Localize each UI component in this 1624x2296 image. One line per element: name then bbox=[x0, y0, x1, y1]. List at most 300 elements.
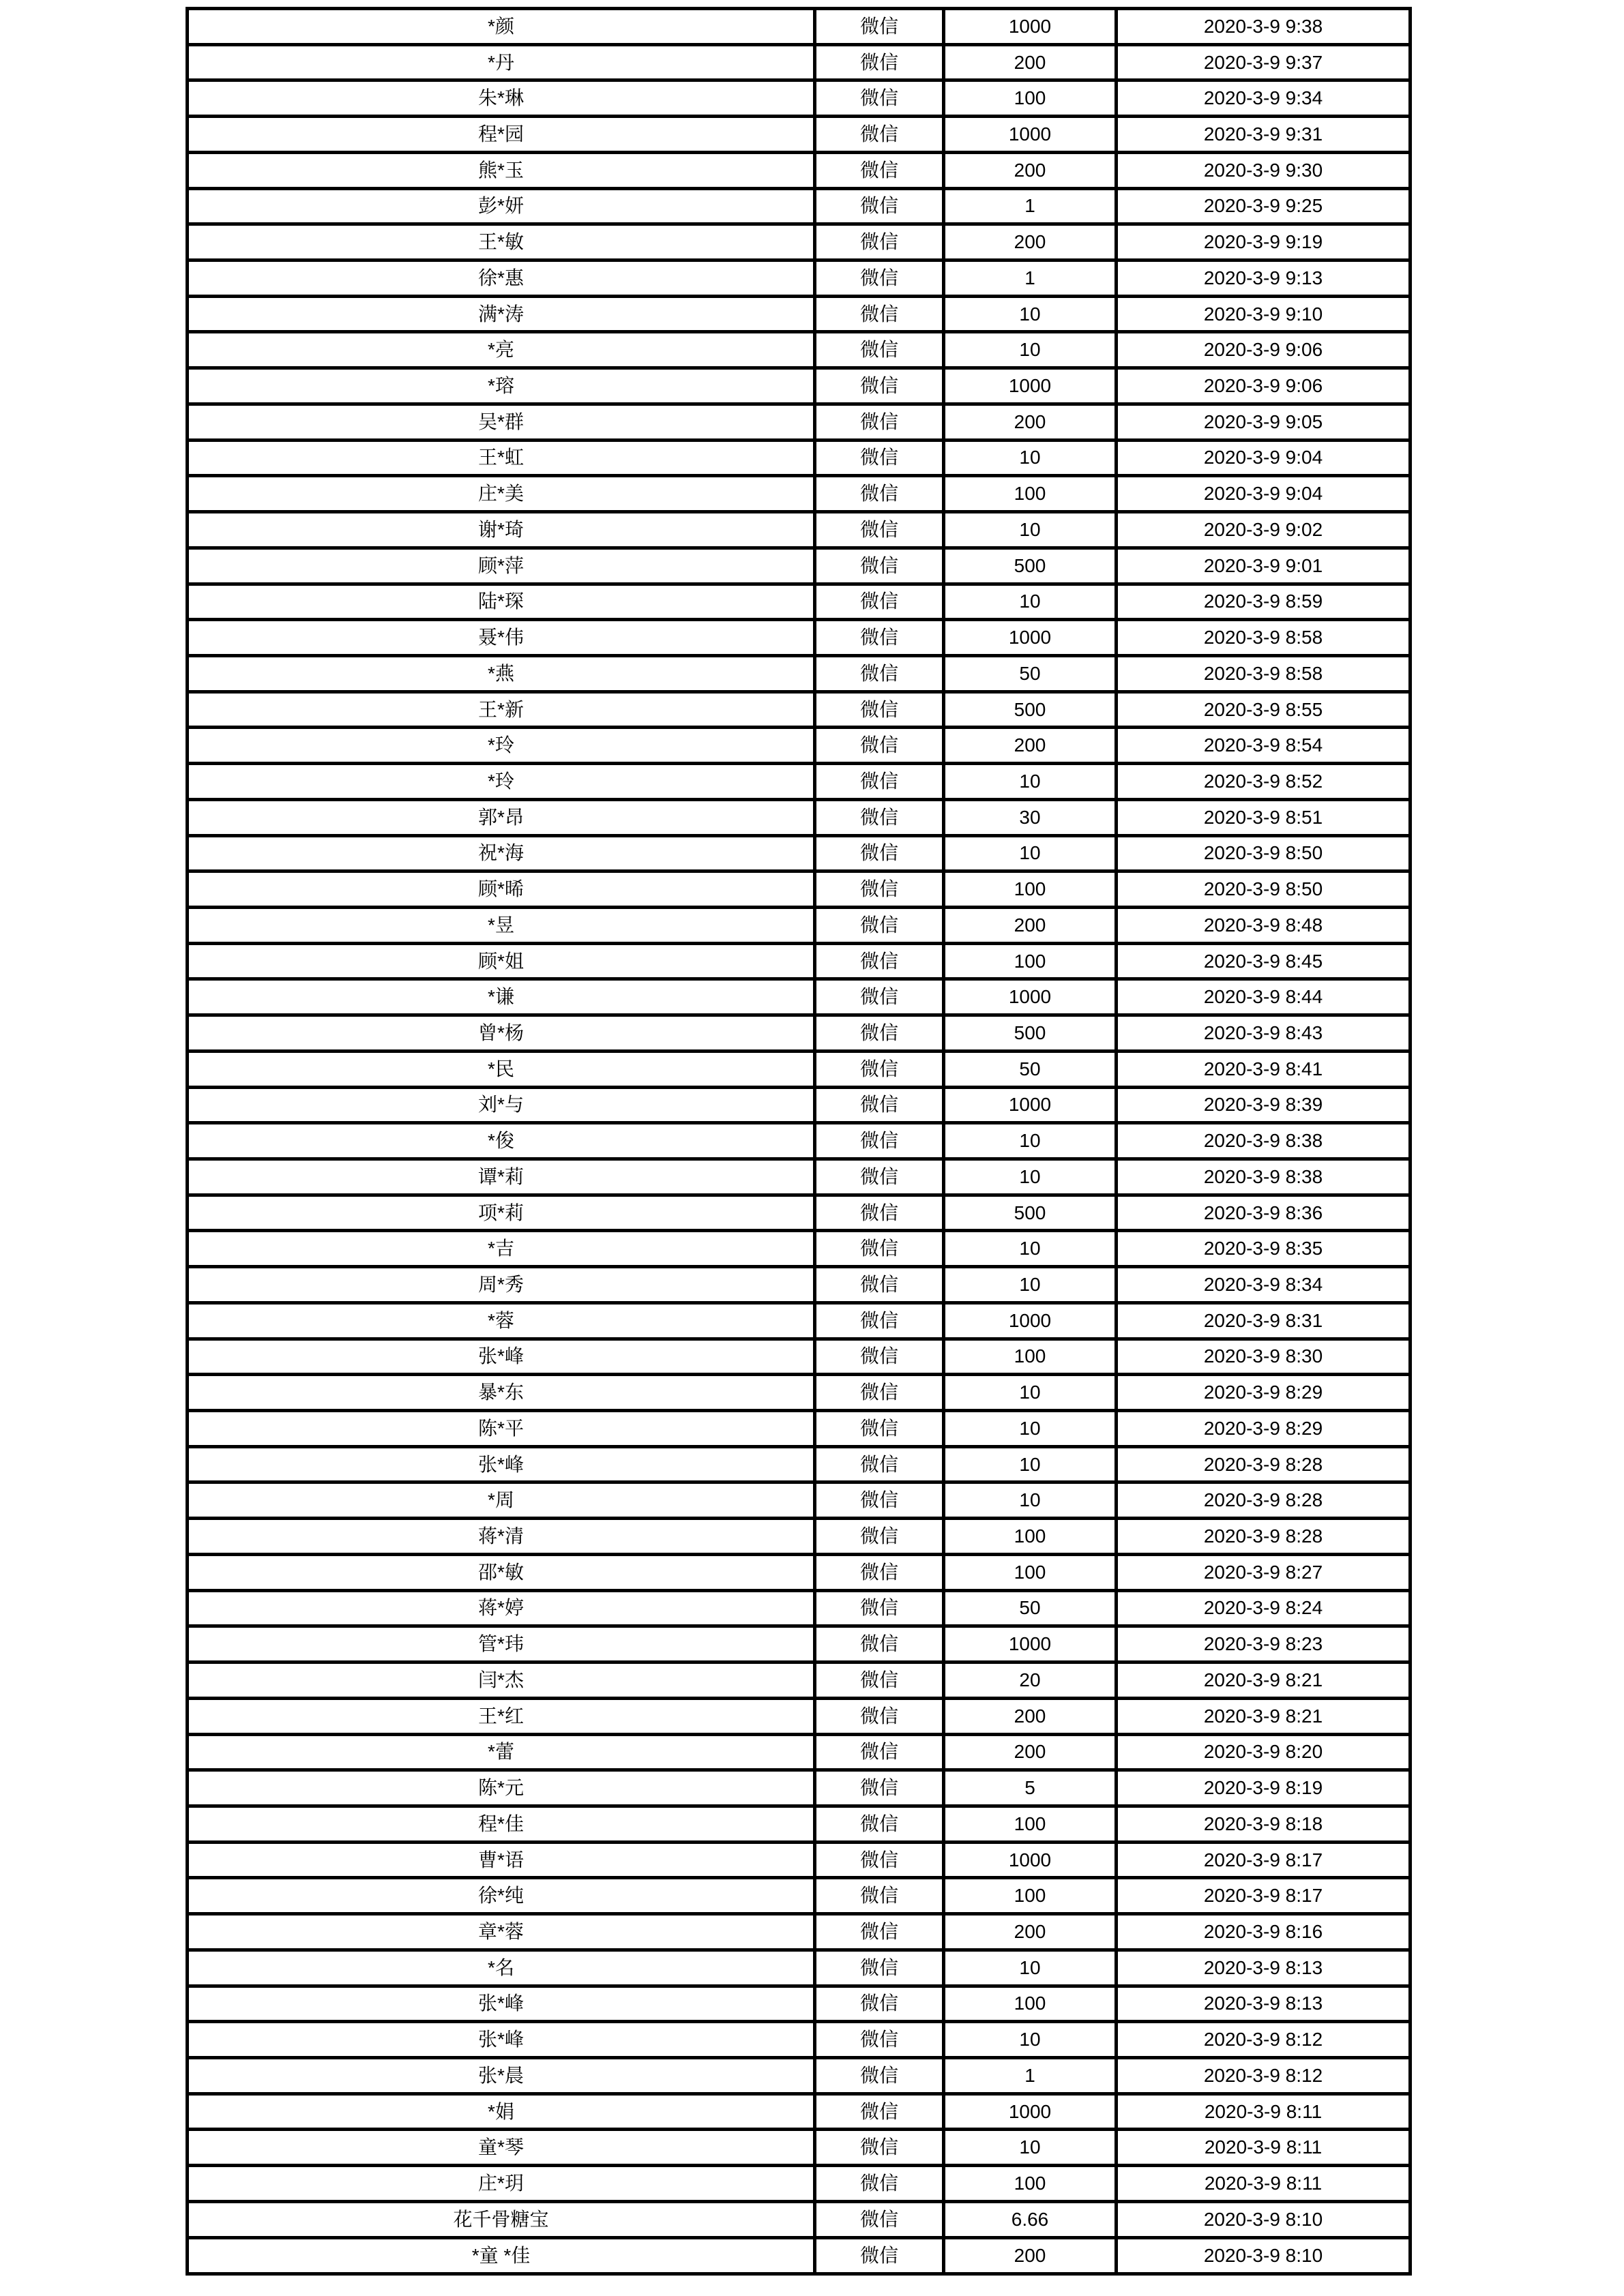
amount-cell: 50 bbox=[944, 1590, 1117, 1626]
datetime-cell: 2020-3-9 8:21 bbox=[1117, 1698, 1411, 1734]
payment-method-cell: 微信 bbox=[815, 691, 944, 728]
payment-method-cell: 微信 bbox=[815, 620, 944, 656]
datetime-cell: 2020-3-9 8:11 bbox=[1117, 2093, 1411, 2130]
payment-method-cell: 微信 bbox=[815, 1878, 944, 1914]
donor-name-cell: 朱*琳 bbox=[188, 80, 815, 117]
amount-cell: 100 bbox=[944, 1986, 1117, 2022]
payment-method-cell: 微信 bbox=[815, 1411, 944, 1447]
donor-name-cell: 曾*杨 bbox=[188, 1015, 815, 1052]
donor-name-cell: 曹*语 bbox=[188, 1842, 815, 1878]
table-row bbox=[188, 1411, 1411, 1447]
table-row bbox=[188, 188, 1411, 224]
donor-name-cell: 徐*纯 bbox=[188, 1878, 815, 1914]
donor-name-cell: *玲 bbox=[188, 728, 815, 764]
table-row bbox=[188, 80, 1411, 117]
donor-name-cell: *瑢 bbox=[188, 368, 815, 404]
amount-cell: 10 bbox=[944, 332, 1117, 368]
donor-name-cell: 谢*琦 bbox=[188, 512, 815, 548]
donor-name-cell: *蕾 bbox=[188, 1734, 815, 1770]
amount-cell: 1 bbox=[944, 188, 1117, 224]
table-row bbox=[188, 764, 1411, 800]
payment-method-cell: 微信 bbox=[815, 44, 944, 80]
payment-method-cell: 微信 bbox=[815, 1663, 944, 1699]
datetime-cell: 2020-3-9 9:04 bbox=[1117, 476, 1411, 512]
table-row bbox=[188, 404, 1411, 440]
datetime-cell: 2020-3-9 8:28 bbox=[1117, 1519, 1411, 1555]
table-row bbox=[188, 943, 1411, 979]
payment-method-cell: 微信 bbox=[815, 152, 944, 188]
payment-method-cell: 微信 bbox=[815, 1375, 944, 1411]
amount-cell: 1000 bbox=[944, 2093, 1117, 2130]
payment-method-cell: 微信 bbox=[815, 1339, 944, 1375]
table-row bbox=[188, 332, 1411, 368]
table-row bbox=[188, 2057, 1411, 2093]
donor-name-cell: 熊*玉 bbox=[188, 152, 815, 188]
amount-cell: 200 bbox=[944, 2237, 1117, 2273]
donor-name-cell: 蒋*婷 bbox=[188, 1590, 815, 1626]
donor-name-cell: 周*秀 bbox=[188, 1267, 815, 1303]
amount-cell: 1000 bbox=[944, 1302, 1117, 1339]
donor-name-cell: *谦 bbox=[188, 979, 815, 1015]
table-row bbox=[188, 620, 1411, 656]
payment-method-cell: 微信 bbox=[815, 1770, 944, 1806]
donor-name-cell: *玲 bbox=[188, 764, 815, 800]
payment-method-cell: 微信 bbox=[815, 404, 944, 440]
table-row bbox=[188, 2201, 1411, 2237]
amount-cell: 10 bbox=[944, 1950, 1117, 1986]
donor-name-cell: 刘*与 bbox=[188, 1087, 815, 1123]
donation-table-body bbox=[188, 9, 1411, 2274]
payment-method-cell: 微信 bbox=[815, 188, 944, 224]
payment-method-cell: 微信 bbox=[815, 2022, 944, 2058]
donor-name-cell: 顾*萍 bbox=[188, 548, 815, 584]
payment-method-cell: 微信 bbox=[815, 2201, 944, 2237]
datetime-cell: 2020-3-9 8:29 bbox=[1117, 1411, 1411, 1447]
donor-name-cell: 郭*昂 bbox=[188, 799, 815, 835]
datetime-cell: 2020-3-9 9:01 bbox=[1117, 548, 1411, 584]
amount-cell: 1000 bbox=[944, 1087, 1117, 1123]
table-row bbox=[188, 1015, 1411, 1052]
donor-name-cell: 祝*海 bbox=[188, 835, 815, 871]
datetime-cell: 2020-3-9 8:28 bbox=[1117, 1446, 1411, 1482]
donor-name-cell: 程*佳 bbox=[188, 1806, 815, 1842]
payment-method-cell: 微信 bbox=[815, 1698, 944, 1734]
datetime-cell: 2020-3-9 9:25 bbox=[1117, 188, 1411, 224]
datetime-cell: 2020-3-9 8:51 bbox=[1117, 799, 1411, 835]
datetime-cell: 2020-3-9 8:58 bbox=[1117, 620, 1411, 656]
table-row bbox=[188, 1231, 1411, 1267]
datetime-cell: 2020-3-9 9:19 bbox=[1117, 224, 1411, 260]
payment-method-cell: 微信 bbox=[815, 117, 944, 153]
donor-name-cell: 暴*东 bbox=[188, 1375, 815, 1411]
amount-cell: 100 bbox=[944, 1554, 1117, 1590]
amount-cell: 10 bbox=[944, 1482, 1117, 1519]
datetime-cell: 2020-3-9 9:06 bbox=[1117, 332, 1411, 368]
donor-name-cell: *丹 bbox=[188, 44, 815, 80]
amount-cell: 6.66 bbox=[944, 2201, 1117, 2237]
table-row bbox=[188, 2130, 1411, 2166]
datetime-cell: 2020-3-9 8:55 bbox=[1117, 691, 1411, 728]
table-row bbox=[188, 224, 1411, 260]
table-row bbox=[188, 2166, 1411, 2202]
payment-method-cell: 微信 bbox=[815, 1231, 944, 1267]
amount-cell: 100 bbox=[944, 80, 1117, 117]
datetime-cell: 2020-3-9 9:13 bbox=[1117, 260, 1411, 297]
payment-method-cell: 微信 bbox=[815, 548, 944, 584]
datetime-cell: 2020-3-9 8:31 bbox=[1117, 1302, 1411, 1339]
donor-name-cell: 管*玮 bbox=[188, 1626, 815, 1663]
donor-name-cell: 章*蓉 bbox=[188, 1914, 815, 1950]
amount-cell: 10 bbox=[944, 512, 1117, 548]
payment-method-cell: 微信 bbox=[815, 1734, 944, 1770]
payment-method-cell: 微信 bbox=[815, 1482, 944, 1519]
amount-cell: 200 bbox=[944, 1698, 1117, 1734]
table-row bbox=[188, 1806, 1411, 1842]
amount-cell: 10 bbox=[944, 584, 1117, 620]
payment-method-cell: 微信 bbox=[815, 1914, 944, 1950]
payment-method-cell: 微信 bbox=[815, 1950, 944, 1986]
payment-method-cell: 微信 bbox=[815, 2166, 944, 2202]
amount-cell: 100 bbox=[944, 476, 1117, 512]
donor-name-cell: *童 *佳 bbox=[188, 2237, 815, 2273]
table-row bbox=[188, 1734, 1411, 1770]
payment-method-cell: 微信 bbox=[815, 943, 944, 979]
table-row bbox=[188, 1878, 1411, 1914]
amount-cell: 30 bbox=[944, 799, 1117, 835]
donor-name-cell: 王*新 bbox=[188, 691, 815, 728]
datetime-cell: 2020-3-9 8:21 bbox=[1117, 1663, 1411, 1699]
amount-cell: 1000 bbox=[944, 9, 1117, 45]
datetime-cell: 2020-3-9 8:45 bbox=[1117, 943, 1411, 979]
table-row bbox=[188, 799, 1411, 835]
amount-cell: 1000 bbox=[944, 117, 1117, 153]
datetime-cell: 2020-3-9 8:36 bbox=[1117, 1195, 1411, 1231]
donor-name-cell: 陈*元 bbox=[188, 1770, 815, 1806]
datetime-cell: 2020-3-9 8:10 bbox=[1117, 2201, 1411, 2237]
payment-method-cell: 微信 bbox=[815, 332, 944, 368]
donor-name-cell: 庄*玥 bbox=[188, 2166, 815, 2202]
payment-method-cell: 微信 bbox=[815, 1087, 944, 1123]
table-row bbox=[188, 1770, 1411, 1806]
datetime-cell: 2020-3-9 8:10 bbox=[1117, 2237, 1411, 2273]
donor-name-cell: 彭*妍 bbox=[188, 188, 815, 224]
amount-cell: 100 bbox=[944, 1806, 1117, 1842]
donor-name-cell: 王*红 bbox=[188, 1698, 815, 1734]
datetime-cell: 2020-3-9 8:41 bbox=[1117, 1051, 1411, 1087]
amount-cell: 100 bbox=[944, 1339, 1117, 1375]
datetime-cell: 2020-3-9 8:38 bbox=[1117, 1123, 1411, 1159]
table-row bbox=[188, 1051, 1411, 1087]
donor-name-cell: 张*晨 bbox=[188, 2057, 815, 2093]
payment-method-cell: 微信 bbox=[815, 584, 944, 620]
datetime-cell: 2020-3-9 9:05 bbox=[1117, 404, 1411, 440]
payment-method-cell: 微信 bbox=[815, 2237, 944, 2273]
payment-method-cell: 微信 bbox=[815, 1842, 944, 1878]
donor-name-cell: 项*莉 bbox=[188, 1195, 815, 1231]
donor-name-cell: *民 bbox=[188, 1051, 815, 1087]
datetime-cell: 2020-3-9 9:34 bbox=[1117, 80, 1411, 117]
payment-method-cell: 微信 bbox=[815, 2130, 944, 2166]
table-row bbox=[188, 1339, 1411, 1375]
donor-name-cell: *昱 bbox=[188, 907, 815, 943]
datetime-cell: 2020-3-9 8:39 bbox=[1117, 1087, 1411, 1123]
amount-cell: 1000 bbox=[944, 1842, 1117, 1878]
payment-method-cell: 微信 bbox=[815, 80, 944, 117]
donor-name-cell: 王*敏 bbox=[188, 224, 815, 260]
amount-cell: 1000 bbox=[944, 1626, 1117, 1663]
datetime-cell: 2020-3-9 8:13 bbox=[1117, 1950, 1411, 1986]
table-row bbox=[188, 728, 1411, 764]
payment-method-cell: 微信 bbox=[815, 2093, 944, 2130]
amount-cell: 1 bbox=[944, 260, 1117, 297]
datetime-cell: 2020-3-9 8:50 bbox=[1117, 871, 1411, 908]
donor-name-cell: *俊 bbox=[188, 1123, 815, 1159]
table-row bbox=[188, 1663, 1411, 1699]
payment-method-cell: 微信 bbox=[815, 1519, 944, 1555]
amount-cell: 10 bbox=[944, 440, 1117, 476]
amount-cell: 10 bbox=[944, 1375, 1117, 1411]
datetime-cell: 2020-3-9 9:38 bbox=[1117, 9, 1411, 45]
donor-name-cell: *亮 bbox=[188, 332, 815, 368]
table-row bbox=[188, 1446, 1411, 1482]
amount-cell: 10 bbox=[944, 2130, 1117, 2166]
table-row bbox=[188, 117, 1411, 153]
amount-cell: 10 bbox=[944, 296, 1117, 332]
donor-name-cell: 聂*伟 bbox=[188, 620, 815, 656]
payment-method-cell: 微信 bbox=[815, 764, 944, 800]
amount-cell: 100 bbox=[944, 2166, 1117, 2202]
amount-cell: 1000 bbox=[944, 979, 1117, 1015]
amount-cell: 50 bbox=[944, 1051, 1117, 1087]
datetime-cell: 2020-3-9 8:44 bbox=[1117, 979, 1411, 1015]
datetime-cell: 2020-3-9 8:50 bbox=[1117, 835, 1411, 871]
payment-method-cell: 微信 bbox=[815, 1195, 944, 1231]
donor-name-cell: 童*琴 bbox=[188, 2130, 815, 2166]
payment-method-cell: 微信 bbox=[815, 368, 944, 404]
datetime-cell: 2020-3-9 8:27 bbox=[1117, 1554, 1411, 1590]
payment-method-cell: 微信 bbox=[815, 1806, 944, 1842]
table-row bbox=[188, 1375, 1411, 1411]
table-row bbox=[188, 1914, 1411, 1950]
payment-method-cell: 微信 bbox=[815, 224, 944, 260]
table-row bbox=[188, 979, 1411, 1015]
amount-cell: 1 bbox=[944, 2057, 1117, 2093]
datetime-cell: 2020-3-9 8:58 bbox=[1117, 655, 1411, 691]
donor-name-cell: *名 bbox=[188, 1950, 815, 1986]
amount-cell: 50 bbox=[944, 655, 1117, 691]
table-row bbox=[188, 584, 1411, 620]
amount-cell: 200 bbox=[944, 907, 1117, 943]
datetime-cell: 2020-3-9 8:20 bbox=[1117, 1734, 1411, 1770]
amount-cell: 200 bbox=[944, 404, 1117, 440]
payment-method-cell: 微信 bbox=[815, 1626, 944, 1663]
table-row bbox=[188, 296, 1411, 332]
amount-cell: 5 bbox=[944, 1770, 1117, 1806]
payment-method-cell: 微信 bbox=[815, 728, 944, 764]
table-row bbox=[188, 1123, 1411, 1159]
amount-cell: 500 bbox=[944, 1195, 1117, 1231]
datetime-cell: 2020-3-9 8:35 bbox=[1117, 1231, 1411, 1267]
donor-name-cell: *吉 bbox=[188, 1231, 815, 1267]
datetime-cell: 2020-3-9 8:17 bbox=[1117, 1842, 1411, 1878]
donor-name-cell: 庄*美 bbox=[188, 476, 815, 512]
table-row bbox=[188, 871, 1411, 908]
table-row bbox=[188, 1842, 1411, 1878]
payment-method-cell: 微信 bbox=[815, 835, 944, 871]
donor-name-cell: 蒋*清 bbox=[188, 1519, 815, 1555]
payment-method-cell: 微信 bbox=[815, 1123, 944, 1159]
table-row bbox=[188, 655, 1411, 691]
table-row bbox=[188, 260, 1411, 297]
amount-cell: 500 bbox=[944, 691, 1117, 728]
table-row bbox=[188, 44, 1411, 80]
payment-method-cell: 微信 bbox=[815, 512, 944, 548]
table-row bbox=[188, 2237, 1411, 2273]
table-row bbox=[188, 548, 1411, 584]
payment-method-cell: 微信 bbox=[815, 1446, 944, 1482]
datetime-cell: 2020-3-9 9:37 bbox=[1117, 44, 1411, 80]
datetime-cell: 2020-3-9 8:16 bbox=[1117, 1914, 1411, 1950]
amount-cell: 10 bbox=[944, 1446, 1117, 1482]
datetime-cell: 2020-3-9 8:52 bbox=[1117, 764, 1411, 800]
datetime-cell: 2020-3-9 8:17 bbox=[1117, 1878, 1411, 1914]
payment-method-cell: 微信 bbox=[815, 2057, 944, 2093]
table-row bbox=[188, 1159, 1411, 1195]
amount-cell: 10 bbox=[944, 1231, 1117, 1267]
payment-method-cell: 微信 bbox=[815, 1051, 944, 1087]
donor-name-cell: 王*虹 bbox=[188, 440, 815, 476]
datetime-cell: 2020-3-9 8:34 bbox=[1117, 1267, 1411, 1303]
datetime-cell: 2020-3-9 8:28 bbox=[1117, 1482, 1411, 1519]
amount-cell: 500 bbox=[944, 548, 1117, 584]
amount-cell: 100 bbox=[944, 1519, 1117, 1555]
datetime-cell: 2020-3-9 8:30 bbox=[1117, 1339, 1411, 1375]
table-row bbox=[188, 1087, 1411, 1123]
table-row bbox=[188, 152, 1411, 188]
payment-method-cell: 微信 bbox=[815, 1267, 944, 1303]
donor-name-cell: *蓉 bbox=[188, 1302, 815, 1339]
payment-method-cell: 微信 bbox=[815, 296, 944, 332]
donor-name-cell: *娟 bbox=[188, 2093, 815, 2130]
payment-method-cell: 微信 bbox=[815, 1554, 944, 1590]
table-row bbox=[188, 9, 1411, 45]
datetime-cell: 2020-3-9 8:23 bbox=[1117, 1626, 1411, 1663]
table-row bbox=[188, 907, 1411, 943]
donor-name-cell: 闫*杰 bbox=[188, 1663, 815, 1699]
amount-cell: 10 bbox=[944, 764, 1117, 800]
datetime-cell: 2020-3-9 9:30 bbox=[1117, 152, 1411, 188]
datetime-cell: 2020-3-9 9:02 bbox=[1117, 512, 1411, 548]
datetime-cell: 2020-3-9 8:48 bbox=[1117, 907, 1411, 943]
amount-cell: 10 bbox=[944, 1123, 1117, 1159]
table-row bbox=[188, 1519, 1411, 1555]
table-row bbox=[188, 1195, 1411, 1231]
amount-cell: 200 bbox=[944, 1914, 1117, 1950]
payment-method-cell: 微信 bbox=[815, 655, 944, 691]
payment-method-cell: 微信 bbox=[815, 9, 944, 45]
table-row bbox=[188, 691, 1411, 728]
donor-name-cell: *颜 bbox=[188, 9, 815, 45]
donor-name-cell: 谭*莉 bbox=[188, 1159, 815, 1195]
datetime-cell: 2020-3-9 8:54 bbox=[1117, 728, 1411, 764]
payment-method-cell: 微信 bbox=[815, 1590, 944, 1626]
amount-cell: 10 bbox=[944, 1159, 1117, 1195]
datetime-cell: 2020-3-9 9:10 bbox=[1117, 296, 1411, 332]
datetime-cell: 2020-3-9 8:24 bbox=[1117, 1590, 1411, 1626]
datetime-cell: 2020-3-9 8:59 bbox=[1117, 584, 1411, 620]
donor-name-cell: 花千骨糖宝 bbox=[188, 2201, 815, 2237]
table-row bbox=[188, 1482, 1411, 1519]
datetime-cell: 2020-3-9 9:04 bbox=[1117, 440, 1411, 476]
datetime-cell: 2020-3-9 8:43 bbox=[1117, 1015, 1411, 1052]
payment-method-cell: 微信 bbox=[815, 871, 944, 908]
amount-cell: 10 bbox=[944, 1411, 1117, 1447]
payment-method-cell: 微信 bbox=[815, 979, 944, 1015]
amount-cell: 1000 bbox=[944, 368, 1117, 404]
amount-cell: 1000 bbox=[944, 620, 1117, 656]
table-row bbox=[188, 1590, 1411, 1626]
datetime-cell: 2020-3-9 9:06 bbox=[1117, 368, 1411, 404]
datetime-cell: 2020-3-9 8:38 bbox=[1117, 1159, 1411, 1195]
donor-name-cell: 张*峰 bbox=[188, 1446, 815, 1482]
table-row bbox=[188, 476, 1411, 512]
table-row bbox=[188, 512, 1411, 548]
amount-cell: 100 bbox=[944, 943, 1117, 979]
datetime-cell: 2020-3-9 8:12 bbox=[1117, 2057, 1411, 2093]
payment-method-cell: 微信 bbox=[815, 1302, 944, 1339]
table-row bbox=[188, 1626, 1411, 1663]
amount-cell: 200 bbox=[944, 1734, 1117, 1770]
donor-name-cell: 顾*晞 bbox=[188, 871, 815, 908]
amount-cell: 100 bbox=[944, 871, 1117, 908]
donor-name-cell: 徐*惠 bbox=[188, 260, 815, 297]
amount-cell: 10 bbox=[944, 1267, 1117, 1303]
payment-method-cell: 微信 bbox=[815, 260, 944, 297]
donation-table bbox=[186, 7, 1412, 2276]
payment-method-cell: 微信 bbox=[815, 1159, 944, 1195]
table-row bbox=[188, 368, 1411, 404]
amount-cell: 10 bbox=[944, 835, 1117, 871]
amount-cell: 20 bbox=[944, 1663, 1117, 1699]
donor-name-cell: 顾*姐 bbox=[188, 943, 815, 979]
donor-name-cell: 陈*平 bbox=[188, 1411, 815, 1447]
table-row bbox=[188, 440, 1411, 476]
payment-method-cell: 微信 bbox=[815, 1986, 944, 2022]
datetime-cell: 2020-3-9 8:18 bbox=[1117, 1806, 1411, 1842]
table-row bbox=[188, 2093, 1411, 2130]
datetime-cell: 2020-3-9 8:11 bbox=[1117, 2166, 1411, 2202]
payment-method-cell: 微信 bbox=[815, 799, 944, 835]
donor-name-cell: *燕 bbox=[188, 655, 815, 691]
donor-name-cell: 邵*敏 bbox=[188, 1554, 815, 1590]
donor-name-cell: 程*园 bbox=[188, 117, 815, 153]
table-row bbox=[188, 1267, 1411, 1303]
amount-cell: 200 bbox=[944, 728, 1117, 764]
datetime-cell: 2020-3-9 9:31 bbox=[1117, 117, 1411, 153]
table-row bbox=[188, 835, 1411, 871]
donor-name-cell: 张*峰 bbox=[188, 1986, 815, 2022]
payment-method-cell: 微信 bbox=[815, 1015, 944, 1052]
donor-name-cell: 张*峰 bbox=[188, 2022, 815, 2058]
amount-cell: 200 bbox=[944, 224, 1117, 260]
datetime-cell: 2020-3-9 8:13 bbox=[1117, 1986, 1411, 2022]
amount-cell: 200 bbox=[944, 152, 1117, 188]
datetime-cell: 2020-3-9 8:12 bbox=[1117, 2022, 1411, 2058]
amount-cell: 200 bbox=[944, 44, 1117, 80]
datetime-cell: 2020-3-9 8:11 bbox=[1117, 2130, 1411, 2166]
table-row bbox=[188, 1986, 1411, 2022]
table-row bbox=[188, 1302, 1411, 1339]
